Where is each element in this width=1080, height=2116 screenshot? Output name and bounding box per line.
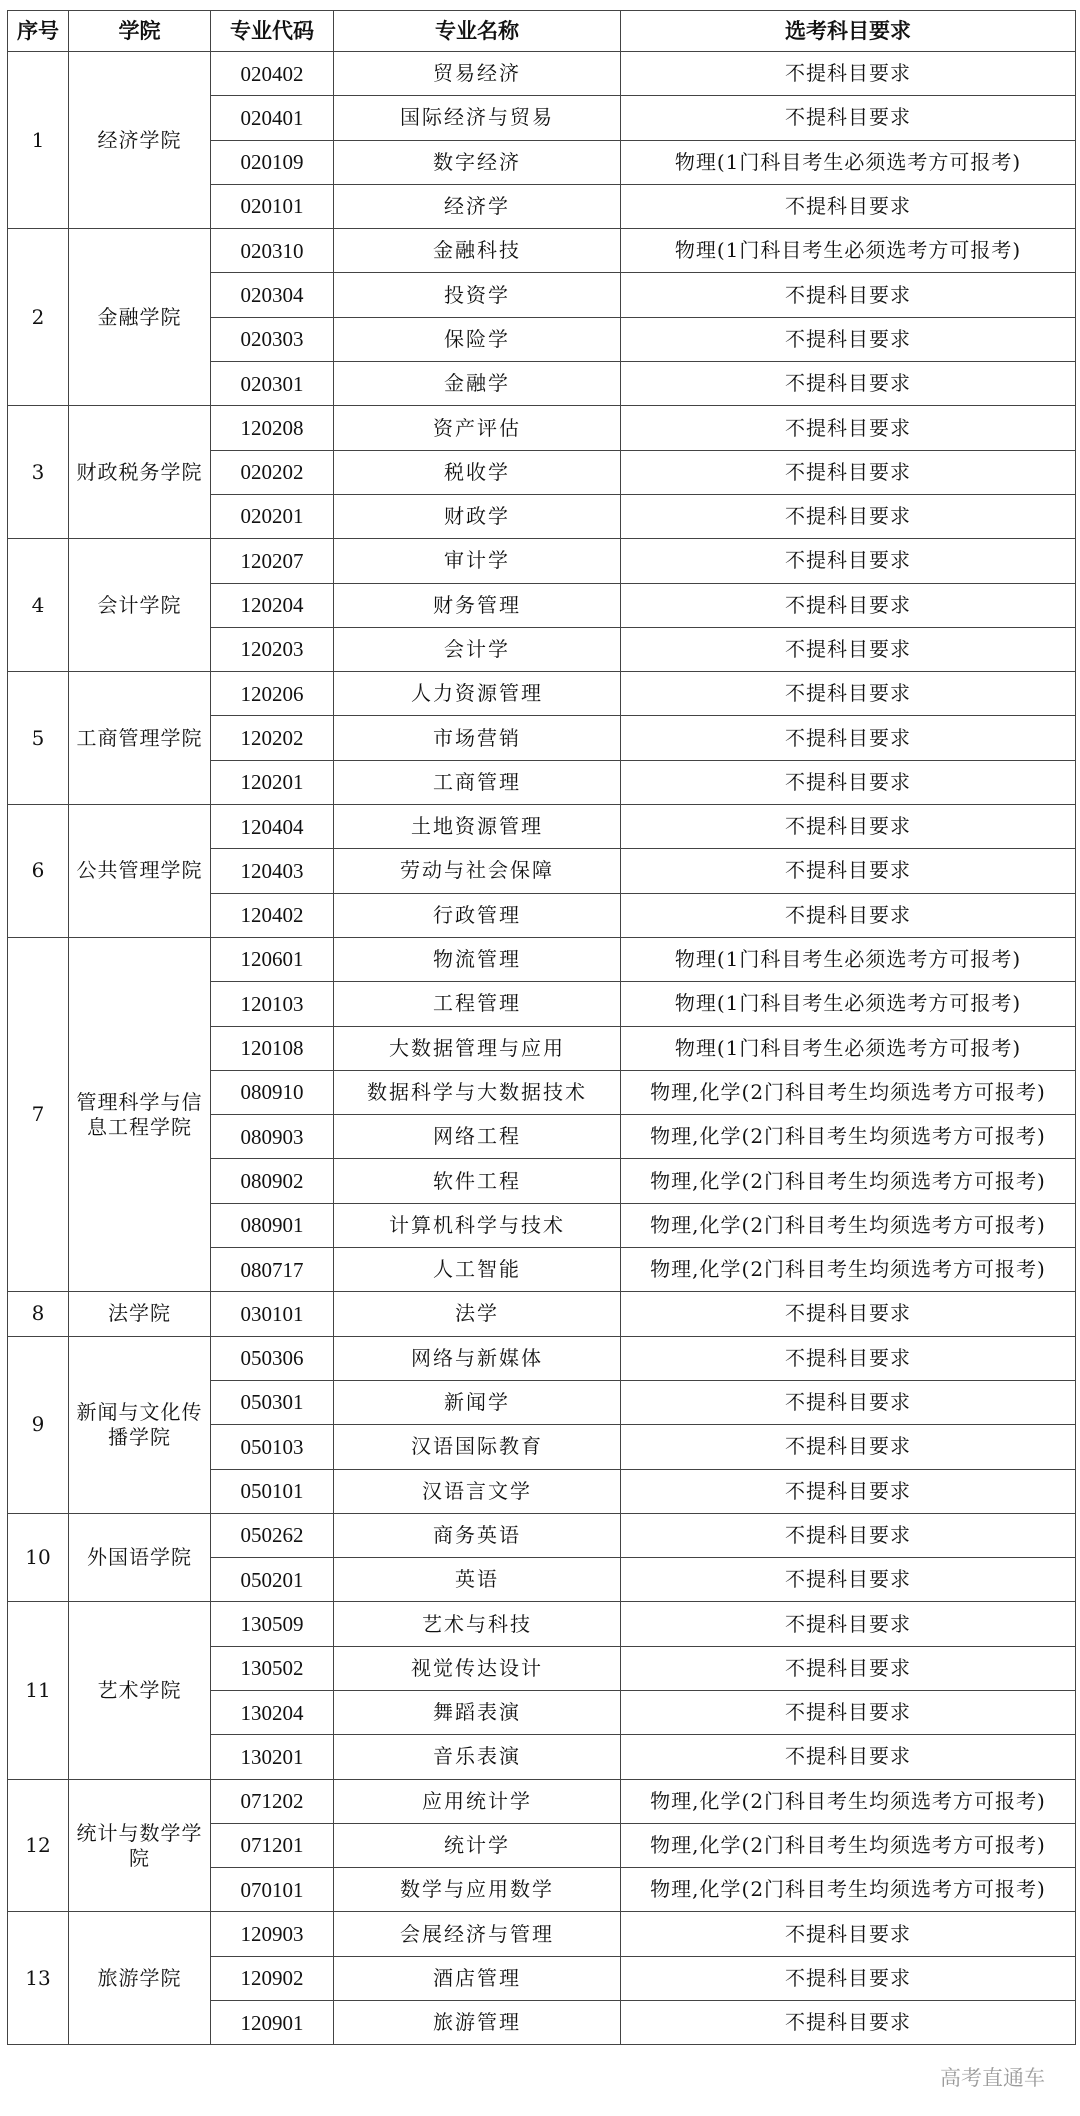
subject-requirement: 不提科目要求 xyxy=(621,1469,1076,1513)
subject-requirement: 不提科目要求 xyxy=(621,1380,1076,1424)
table-row xyxy=(8,937,1076,981)
major-code: 071201 xyxy=(211,1823,334,1867)
row-number: 11 xyxy=(8,1602,69,1779)
subject-requirement: 不提科目要求 xyxy=(621,52,1076,96)
row-number: 6 xyxy=(8,805,69,938)
row-number: 13 xyxy=(8,1912,69,2045)
subject-requirement: 不提科目要求 xyxy=(621,1735,1076,1779)
subject-requirement: 不提科目要求 xyxy=(621,1513,1076,1557)
major-name: 财务管理 xyxy=(334,583,621,627)
major-name: 网络工程 xyxy=(334,1115,621,1159)
major-name: 金融科技 xyxy=(334,229,621,273)
major-name: 网络与新媒体 xyxy=(334,1336,621,1380)
major-code: 120103 xyxy=(211,982,334,1026)
subject-requirement: 不提科目要求 xyxy=(621,2001,1076,2045)
header-college: 学院 xyxy=(69,11,211,52)
watermark: 高考直通车 xyxy=(940,2066,1045,2090)
major-name: 商务英语 xyxy=(334,1513,621,1557)
subject-requirement: 不提科目要求 xyxy=(621,1646,1076,1690)
major-code: 020303 xyxy=(211,317,334,361)
major-code: 020101 xyxy=(211,184,334,228)
row-number: 7 xyxy=(8,937,69,1291)
row-number: 8 xyxy=(8,1292,69,1336)
major-code: 080903 xyxy=(211,1115,334,1159)
row-number: 3 xyxy=(8,406,69,539)
major-name: 法学 xyxy=(334,1292,621,1336)
subject-requirement: 不提科目要求 xyxy=(621,96,1076,140)
table-row xyxy=(8,229,1076,273)
major-name: 统计学 xyxy=(334,1823,621,1867)
major-code: 130509 xyxy=(211,1602,334,1646)
table-row xyxy=(8,1336,1076,1380)
subject-requirement: 不提科目要求 xyxy=(621,1425,1076,1469)
major-code: 120903 xyxy=(211,1912,334,1956)
header-requirement: 选考科目要求 xyxy=(621,11,1076,52)
college-name: 财政税务学院 xyxy=(69,406,211,539)
college-name: 艺术学院 xyxy=(69,1602,211,1779)
subject-requirement: 物理(1门科目考生必须选考方可报考) xyxy=(621,229,1076,273)
major-name: 人力资源管理 xyxy=(334,672,621,716)
major-code: 020402 xyxy=(211,52,334,96)
college-name: 外国语学院 xyxy=(69,1513,211,1602)
subject-requirement: 不提科目要求 xyxy=(621,539,1076,583)
table-row xyxy=(8,805,1076,849)
major-code: 020310 xyxy=(211,229,334,273)
subject-requirement: 物理,化学(2门科目考生均须选考方可报考) xyxy=(621,1823,1076,1867)
subject-requirement: 物理,化学(2门科目考生均须选考方可报考) xyxy=(621,1868,1076,1912)
table-row xyxy=(8,1292,1076,1336)
major-code: 120204 xyxy=(211,583,334,627)
major-name: 数字经济 xyxy=(334,140,621,184)
subject-requirement: 不提科目要求 xyxy=(621,1292,1076,1336)
row-number: 5 xyxy=(8,672,69,805)
major-name: 视觉传达设计 xyxy=(334,1646,621,1690)
major-code: 020201 xyxy=(211,494,334,538)
major-name: 审计学 xyxy=(334,539,621,583)
major-requirements-table xyxy=(7,10,1076,2045)
major-name: 国际经济与贸易 xyxy=(334,96,621,140)
table-row xyxy=(8,1912,1076,1956)
major-code: 030101 xyxy=(211,1292,334,1336)
subject-requirement: 物理,化学(2门科目考生均须选考方可报考) xyxy=(621,1159,1076,1203)
subject-requirement: 物理(1门科目考生必须选考方可报考) xyxy=(621,1026,1076,1070)
subject-requirement: 物理,化学(2门科目考生均须选考方可报考) xyxy=(621,1248,1076,1292)
major-code: 020301 xyxy=(211,362,334,406)
major-name: 市场营销 xyxy=(334,716,621,760)
table-row xyxy=(8,539,1076,583)
major-name: 酒店管理 xyxy=(334,1956,621,2000)
major-code: 080901 xyxy=(211,1203,334,1247)
major-code: 120601 xyxy=(211,937,334,981)
college-name: 旅游学院 xyxy=(69,1912,211,2045)
major-name: 软件工程 xyxy=(334,1159,621,1203)
college-name: 金融学院 xyxy=(69,229,211,406)
major-name: 会计学 xyxy=(334,627,621,671)
major-name: 贸易经济 xyxy=(334,52,621,96)
major-name: 会展经济与管理 xyxy=(334,1912,621,1956)
major-name: 汉语国际教育 xyxy=(334,1425,621,1469)
college-name: 会计学院 xyxy=(69,539,211,672)
major-code: 050101 xyxy=(211,1469,334,1513)
row-number: 4 xyxy=(8,539,69,672)
row-number: 9 xyxy=(8,1336,69,1513)
major-code: 120202 xyxy=(211,716,334,760)
major-name: 数学与应用数学 xyxy=(334,1868,621,1912)
major-code: 120902 xyxy=(211,1956,334,2000)
major-code: 080910 xyxy=(211,1070,334,1114)
college-name: 工商管理学院 xyxy=(69,672,211,805)
subject-requirement: 物理,化学(2门科目考生均须选考方可报考) xyxy=(621,1070,1076,1114)
major-name: 保险学 xyxy=(334,317,621,361)
subject-requirement: 物理(1门科目考生必须选考方可报考) xyxy=(621,982,1076,1026)
table-row xyxy=(8,1602,1076,1646)
major-code: 080717 xyxy=(211,1248,334,1292)
major-code: 050103 xyxy=(211,1425,334,1469)
subject-requirement: 物理,化学(2门科目考生均须选考方可报考) xyxy=(621,1115,1076,1159)
major-name: 新闻学 xyxy=(334,1380,621,1424)
subject-requirement: 不提科目要求 xyxy=(621,1690,1076,1734)
major-code: 020109 xyxy=(211,140,334,184)
table-row xyxy=(8,52,1076,96)
major-name: 旅游管理 xyxy=(334,2001,621,2045)
major-code: 120201 xyxy=(211,760,334,804)
major-name: 舞蹈表演 xyxy=(334,1690,621,1734)
major-code: 120206 xyxy=(211,672,334,716)
major-name: 土地资源管理 xyxy=(334,805,621,849)
subject-requirement: 不提科目要求 xyxy=(621,1912,1076,1956)
subject-requirement: 不提科目要求 xyxy=(621,273,1076,317)
major-name: 英语 xyxy=(334,1558,621,1602)
major-name: 大数据管理与应用 xyxy=(334,1026,621,1070)
major-name: 物流管理 xyxy=(334,937,621,981)
subject-requirement: 不提科目要求 xyxy=(621,184,1076,228)
major-code: 120207 xyxy=(211,539,334,583)
major-code: 050262 xyxy=(211,1513,334,1557)
major-name: 资产评估 xyxy=(334,406,621,450)
subject-requirement: 不提科目要求 xyxy=(621,849,1076,893)
subject-requirement: 物理,化学(2门科目考生均须选考方可报考) xyxy=(621,1779,1076,1823)
subject-requirement: 物理,化学(2门科目考生均须选考方可报考) xyxy=(621,1203,1076,1247)
table-row xyxy=(8,1779,1076,1823)
major-code: 070101 xyxy=(211,1868,334,1912)
major-name: 财政学 xyxy=(334,494,621,538)
subject-requirement: 不提科目要求 xyxy=(621,805,1076,849)
major-code: 080902 xyxy=(211,1159,334,1203)
major-name: 应用统计学 xyxy=(334,1779,621,1823)
subject-requirement: 不提科目要求 xyxy=(621,494,1076,538)
subject-requirement: 不提科目要求 xyxy=(621,450,1076,494)
header-no: 序号 xyxy=(8,11,69,52)
subject-requirement: 不提科目要求 xyxy=(621,1558,1076,1602)
table-row xyxy=(8,406,1076,450)
major-code: 071202 xyxy=(211,1779,334,1823)
major-code: 120404 xyxy=(211,805,334,849)
major-name: 人工智能 xyxy=(334,1248,621,1292)
subject-requirement: 不提科目要求 xyxy=(621,716,1076,760)
major-code: 120208 xyxy=(211,406,334,450)
subject-requirement: 不提科目要求 xyxy=(621,406,1076,450)
header-major: 专业名称 xyxy=(334,11,621,52)
major-code: 120403 xyxy=(211,849,334,893)
major-code: 050306 xyxy=(211,1336,334,1380)
major-code: 130201 xyxy=(211,1735,334,1779)
college-name: 经济学院 xyxy=(69,52,211,229)
header-row xyxy=(8,11,1076,52)
major-name: 数据科学与大数据技术 xyxy=(334,1070,621,1114)
major-name: 音乐表演 xyxy=(334,1735,621,1779)
major-code: 120108 xyxy=(211,1026,334,1070)
major-name: 经济学 xyxy=(334,184,621,228)
row-number: 2 xyxy=(8,229,69,406)
major-code: 120901 xyxy=(211,2001,334,2045)
subject-requirement: 不提科目要求 xyxy=(621,627,1076,671)
subject-requirement: 不提科目要求 xyxy=(621,893,1076,937)
row-number: 1 xyxy=(8,52,69,229)
college-name: 新闻与文化传播学院 xyxy=(69,1336,211,1513)
subject-requirement: 不提科目要求 xyxy=(621,1336,1076,1380)
table-row xyxy=(8,1513,1076,1557)
major-code: 130502 xyxy=(211,1646,334,1690)
subject-requirement: 物理(1门科目考生必须选考方可报考) xyxy=(621,937,1076,981)
major-code: 050301 xyxy=(211,1380,334,1424)
major-code: 120402 xyxy=(211,893,334,937)
major-code: 120203 xyxy=(211,627,334,671)
major-name: 投资学 xyxy=(334,273,621,317)
college-name: 管理科学与信息工程学院 xyxy=(69,937,211,1291)
row-number: 10 xyxy=(8,1513,69,1602)
major-name: 工商管理 xyxy=(334,760,621,804)
subject-requirement: 不提科目要求 xyxy=(621,583,1076,627)
subject-requirement: 不提科目要求 xyxy=(621,362,1076,406)
major-name: 计算机科学与技术 xyxy=(334,1203,621,1247)
college-name: 公共管理学院 xyxy=(69,805,211,938)
subject-requirement: 不提科目要求 xyxy=(621,672,1076,716)
header-code: 专业代码 xyxy=(211,11,334,52)
table-body xyxy=(8,52,1076,2045)
subject-requirement: 不提科目要求 xyxy=(621,317,1076,361)
major-code: 020202 xyxy=(211,450,334,494)
subject-requirement: 不提科目要求 xyxy=(621,1602,1076,1646)
major-name: 劳动与社会保障 xyxy=(334,849,621,893)
table-row xyxy=(8,672,1076,716)
major-name: 艺术与科技 xyxy=(334,1602,621,1646)
subject-requirement: 不提科目要求 xyxy=(621,1956,1076,2000)
major-name: 税收学 xyxy=(334,450,621,494)
major-code: 020401 xyxy=(211,96,334,140)
major-name: 汉语言文学 xyxy=(334,1469,621,1513)
row-number: 12 xyxy=(8,1779,69,1912)
major-name: 金融学 xyxy=(334,362,621,406)
major-name: 行政管理 xyxy=(334,893,621,937)
college-name: 法学院 xyxy=(69,1292,211,1336)
subject-requirement: 不提科目要求 xyxy=(621,760,1076,804)
major-code: 050201 xyxy=(211,1558,334,1602)
major-code: 130204 xyxy=(211,1690,334,1734)
subject-requirement: 物理(1门科目考生必须选考方可报考) xyxy=(621,140,1076,184)
college-name: 统计与数学学院 xyxy=(69,1779,211,1912)
major-name: 工程管理 xyxy=(334,982,621,1026)
major-code: 020304 xyxy=(211,273,334,317)
